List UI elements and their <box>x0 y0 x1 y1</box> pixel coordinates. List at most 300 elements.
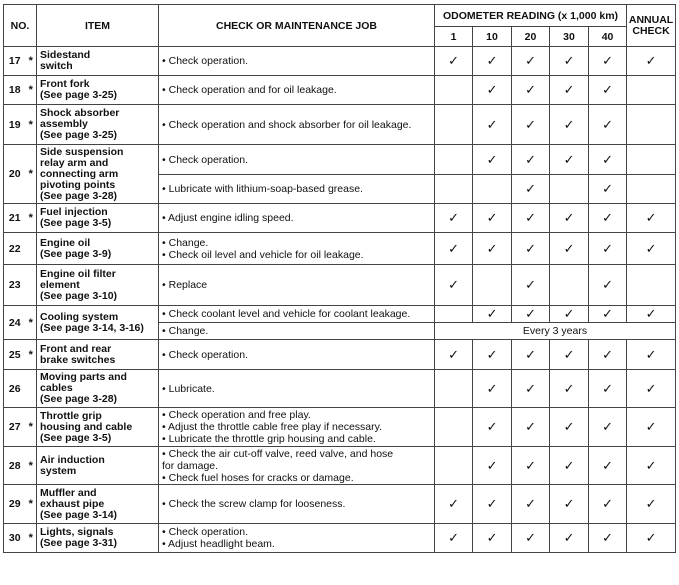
job-text-line: • Replace <box>162 279 208 291</box>
check-cell <box>512 340 550 370</box>
item-name-line: assembly <box>40 118 88 130</box>
row-number: 28 <box>4 447 26 485</box>
row-number: 24 <box>4 306 26 340</box>
item-name-line: Air induction <box>40 453 105 466</box>
item-name-line: Engine oil filter <box>40 267 116 280</box>
check-cell <box>589 204 627 233</box>
job-text-line: • Adjust engine idling speed. <box>162 212 294 224</box>
job-text <box>159 76 435 105</box>
item-name <box>37 76 159 105</box>
item-name-line: exhaust pipe <box>40 497 105 510</box>
check-cell <box>589 524 627 553</box>
item-name <box>37 47 159 76</box>
header-item: ITEM <box>37 5 159 47</box>
check-mark-icon: ✓ <box>602 151 613 167</box>
job-text <box>159 145 435 175</box>
check-cell <box>435 265 473 306</box>
check-cell <box>473 340 512 370</box>
check-cell <box>550 485 589 524</box>
check-mark-icon: ✓ <box>563 380 575 396</box>
check-cell <box>589 370 627 408</box>
check-cell <box>512 408 550 447</box>
star-marker <box>26 233 37 265</box>
check-cell <box>589 175 627 204</box>
check-mark-icon: ✓ <box>525 496 536 511</box>
check-mark-icon: ✓ <box>525 457 536 473</box>
job-text <box>159 233 435 265</box>
check-cell <box>627 105 676 145</box>
check-cell <box>550 233 589 265</box>
check-mark-icon: ✓ <box>486 419 498 434</box>
check-cell <box>435 447 473 485</box>
check-cell <box>550 175 589 204</box>
check-cell <box>473 47 512 76</box>
row-number: 27 <box>4 408 26 447</box>
item-name <box>37 145 159 204</box>
row-number: 25 <box>4 340 26 370</box>
check-mark-icon: ✓ <box>486 306 498 321</box>
check-mark-icon: ✓ <box>525 53 536 68</box>
star-marker: * <box>26 447 37 485</box>
job-text-line: • Lubricate with lithium-soap-based grease. <box>162 183 363 195</box>
check-mark-icon: ✓ <box>525 210 536 225</box>
item-name-line: Cooling system <box>40 310 119 323</box>
check-mark-icon: ✓ <box>602 457 613 473</box>
check-cell <box>435 76 473 105</box>
check-mark-icon: ✓ <box>602 210 613 225</box>
item-name <box>37 306 159 340</box>
check-mark-icon: ✓ <box>602 82 613 97</box>
check-mark-icon: ✓ <box>563 53 575 68</box>
check-mark-icon: ✓ <box>448 496 459 511</box>
check-cell <box>589 340 627 370</box>
check-cell <box>473 524 512 553</box>
table-row <box>4 340 676 370</box>
item-name-line: (See page 3-31) <box>40 537 118 549</box>
check-mark-icon: ✓ <box>486 240 498 256</box>
header-odo-20: 20 <box>512 27 550 47</box>
check-mark-icon: ✓ <box>645 419 657 434</box>
job-text <box>159 524 435 553</box>
job-text-line: • Change. <box>162 236 209 249</box>
check-cell <box>435 306 473 323</box>
check-mark-icon: ✓ <box>563 530 575 545</box>
check-cell <box>512 370 550 408</box>
item-name-line: cables <box>40 382 73 394</box>
check-cell <box>435 47 473 76</box>
item-name-line: (See page 3-25) <box>40 129 118 141</box>
check-mark-icon: ✓ <box>563 306 575 321</box>
check-mark-icon: ✓ <box>486 210 498 225</box>
job-text-line: • Check operation. <box>162 526 248 538</box>
check-cell <box>473 105 512 145</box>
check-mark-icon: ✓ <box>448 240 459 256</box>
check-cell <box>550 265 589 306</box>
table-row <box>4 524 676 553</box>
check-cell <box>435 105 473 145</box>
item-name-line: Sidestand <box>40 49 91 61</box>
job-text <box>159 408 435 447</box>
check-cell <box>473 204 512 233</box>
job-text <box>159 323 435 340</box>
job-text-line: • Check coolant level and vehicle for coolant leakage. <box>162 308 411 320</box>
job-text-line: • Lubricate. <box>162 382 215 395</box>
check-mark-icon: ✓ <box>645 306 657 321</box>
item-name-line: (See page 3-14, 3-16) <box>40 321 144 334</box>
job-text <box>159 485 435 524</box>
check-cell <box>512 47 550 76</box>
check-cell <box>550 47 589 76</box>
check-cell <box>627 233 676 265</box>
item-name <box>37 340 159 370</box>
check-mark-icon: ✓ <box>645 240 657 256</box>
item-name-line: Front and rear <box>40 342 112 355</box>
table-row <box>4 265 676 306</box>
item-name <box>37 447 159 485</box>
check-mark-icon: ✓ <box>486 457 498 473</box>
check-mark-icon: ✓ <box>602 53 613 68</box>
check-cell <box>512 105 550 145</box>
check-cell <box>512 524 550 553</box>
check-cell <box>627 306 676 323</box>
job-text-line: • Check operation and for oil leakage. <box>162 84 337 96</box>
job-text-line: • Adjust headlight beam. <box>162 538 275 550</box>
table-row <box>4 485 676 524</box>
job-text <box>159 105 435 145</box>
item-name-line: (See page 3-9) <box>40 247 112 260</box>
check-mark-icon: ✓ <box>448 277 459 292</box>
job-text-line: • Check fuel hoses for cracks or damage. <box>162 471 354 484</box>
table-row <box>4 408 676 447</box>
check-cell <box>473 175 512 204</box>
check-cell <box>627 204 676 233</box>
check-mark-icon: ✓ <box>563 151 575 167</box>
table-row <box>4 306 676 323</box>
check-cell <box>473 447 512 485</box>
header-odo-40: 40 <box>589 27 627 47</box>
check-cell <box>550 105 589 145</box>
check-cell <box>473 265 512 306</box>
item-name-line: (See page 3-28) <box>40 189 118 202</box>
item-name <box>37 408 159 447</box>
job-text-line: • Lubricate the throttle grip housing and cable. <box>162 433 376 445</box>
star-marker <box>26 265 37 306</box>
check-mark-icon: ✓ <box>602 240 613 256</box>
item-name-line: connecting arm <box>40 167 119 180</box>
check-cell <box>589 233 627 265</box>
check-cell <box>627 47 676 76</box>
job-text-line: • Check oil level and vehicle for oil leakage. <box>162 248 364 261</box>
check-mark-icon: ✓ <box>563 82 575 97</box>
header-odo-30: 30 <box>550 27 589 47</box>
job-text <box>159 175 435 204</box>
table-row <box>4 370 676 408</box>
check-mark-icon: ✓ <box>525 181 536 196</box>
star-marker: * <box>26 524 37 553</box>
check-cell <box>512 145 550 175</box>
check-cell <box>627 485 676 524</box>
check-mark-icon: ✓ <box>563 240 575 256</box>
star-marker: * <box>26 145 37 204</box>
job-text <box>159 370 435 408</box>
check-cell <box>473 370 512 408</box>
table-row <box>4 105 676 145</box>
check-cell <box>473 408 512 447</box>
check-cell <box>512 265 550 306</box>
item-name <box>37 204 159 233</box>
star-marker: * <box>26 105 37 145</box>
check-cell <box>550 76 589 105</box>
item-name-line: Fuel injection <box>40 206 108 218</box>
item-name-line: pivoting points <box>40 178 116 191</box>
item-name-line: Front fork <box>40 78 90 90</box>
check-mark-icon: ✓ <box>525 419 536 434</box>
check-cell <box>512 76 550 105</box>
check-cell <box>589 408 627 447</box>
item-name-line: Side suspension <box>40 145 124 158</box>
check-cell <box>550 204 589 233</box>
check-cell <box>435 408 473 447</box>
job-text-line: • Check operation. <box>162 348 248 361</box>
check-mark-icon: ✓ <box>645 346 657 362</box>
check-mark-icon: ✓ <box>525 277 536 292</box>
job-text-line: • Check operation. <box>162 55 248 67</box>
check-mark-icon: ✓ <box>563 457 575 473</box>
item-name <box>37 485 159 524</box>
item-name-line: (See page 3-5) <box>40 431 112 444</box>
check-cell <box>550 370 589 408</box>
row-number: 17 <box>4 47 26 76</box>
item-name-line: Moving parts and <box>40 371 127 383</box>
check-mark-icon: ✓ <box>525 530 536 545</box>
check-cell <box>512 485 550 524</box>
job-text-line: • Check operation. <box>162 153 248 166</box>
check-cell <box>512 175 550 204</box>
check-mark-icon: ✓ <box>602 181 613 196</box>
check-mark-icon: ✓ <box>486 116 498 132</box>
header-odo-1: 1 <box>435 27 473 47</box>
check-mark-icon: ✓ <box>448 346 459 362</box>
check-cell <box>550 408 589 447</box>
check-mark-icon: ✓ <box>563 346 575 362</box>
row-number: 19 <box>4 105 26 145</box>
check-mark-icon: ✓ <box>525 346 536 362</box>
check-mark-icon: ✓ <box>563 419 575 434</box>
check-cell <box>627 408 676 447</box>
check-cell <box>589 105 627 145</box>
row-number: 21 <box>4 204 26 233</box>
check-cell <box>589 306 627 323</box>
check-mark-icon: ✓ <box>525 380 536 396</box>
check-cell <box>473 145 512 175</box>
header-odo-10: 10 <box>473 27 512 47</box>
item-name-line: system <box>40 464 77 477</box>
check-mark-icon: ✓ <box>486 496 498 511</box>
check-cell <box>589 265 627 306</box>
check-cell <box>550 145 589 175</box>
item-name-line: Throttle grip <box>40 409 102 422</box>
check-cell <box>512 447 550 485</box>
table-row <box>4 76 676 105</box>
check-cell <box>627 447 676 485</box>
check-mark-icon: ✓ <box>645 530 657 545</box>
star-marker: * <box>26 340 37 370</box>
check-mark-icon: ✓ <box>645 496 657 511</box>
check-mark-icon: ✓ <box>645 380 657 396</box>
check-mark-icon: ✓ <box>486 151 498 167</box>
star-marker: * <box>26 204 37 233</box>
check-mark-icon: ✓ <box>602 496 613 511</box>
check-cell <box>473 306 512 323</box>
job-text-line: • Adjust the throttle cable free play if necessary. <box>162 421 383 433</box>
job-text-line: • Check the screw clamp for looseness. <box>162 498 346 510</box>
check-cell <box>589 447 627 485</box>
check-mark-icon: ✓ <box>602 346 613 362</box>
check-cell <box>512 233 550 265</box>
row-number: 29 <box>4 485 26 524</box>
check-mark-icon: ✓ <box>563 116 575 132</box>
item-name-line: element <box>40 278 80 291</box>
check-mark-icon: ✓ <box>602 116 613 132</box>
job-text-line: • Change. <box>162 325 209 337</box>
check-cell <box>435 233 473 265</box>
check-cell <box>550 340 589 370</box>
check-cell <box>627 76 676 105</box>
job-text <box>159 265 435 306</box>
check-cell <box>627 524 676 553</box>
check-cell <box>512 204 550 233</box>
check-mark-icon: ✓ <box>645 457 657 473</box>
check-mark-icon: ✓ <box>525 116 536 132</box>
check-mark-icon: ✓ <box>602 380 613 396</box>
check-cell <box>435 524 473 553</box>
header-odometer: ODOMETER READING (x 1,000 km) <box>435 5 627 27</box>
check-cell <box>550 447 589 485</box>
check-mark-icon: ✓ <box>486 53 498 68</box>
table-body <box>4 47 676 553</box>
check-cell <box>550 524 589 553</box>
star-marker: * <box>26 76 37 105</box>
check-cell <box>627 340 676 370</box>
star-marker <box>26 370 37 408</box>
check-cell <box>627 175 676 204</box>
item-name-line: (See page 3-10) <box>40 289 118 302</box>
item-name <box>37 105 159 145</box>
check-mark-icon: ✓ <box>645 53 657 68</box>
check-cell <box>435 175 473 204</box>
check-mark-icon: ✓ <box>486 380 498 396</box>
item-name <box>37 524 159 553</box>
check-cell <box>435 145 473 175</box>
table-row <box>4 447 676 485</box>
check-mark-icon: ✓ <box>486 82 498 97</box>
header-annual: ANNUAL CHECK <box>627 5 676 47</box>
check-cell <box>589 47 627 76</box>
check-cell <box>627 370 676 408</box>
star-marker: * <box>26 408 37 447</box>
check-cell <box>435 204 473 233</box>
table-row <box>4 233 676 265</box>
item-name <box>37 265 159 306</box>
table-row <box>4 204 676 233</box>
check-mark-icon: ✓ <box>645 210 657 225</box>
check-mark-icon: ✓ <box>563 496 575 511</box>
item-name-line: Muffler and <box>40 486 97 499</box>
row-number: 18 <box>4 76 26 105</box>
item-name-line: (See page 3-5) <box>40 217 112 229</box>
check-cell <box>627 145 676 175</box>
check-mark-icon: ✓ <box>525 82 536 97</box>
check-cell <box>435 370 473 408</box>
maintenance-table <box>3 4 676 553</box>
check-cell <box>512 306 550 323</box>
star-marker: * <box>26 47 37 76</box>
job-text <box>159 447 435 485</box>
row-number: 22 <box>4 233 26 265</box>
check-mark-icon: ✓ <box>448 210 459 225</box>
job-text <box>159 306 435 323</box>
job-text <box>159 204 435 233</box>
every-3-years-cell: Every 3 years <box>435 323 676 340</box>
check-mark-icon: ✓ <box>525 151 536 167</box>
check-mark-icon: ✓ <box>602 419 613 434</box>
item-name <box>37 370 159 408</box>
check-mark-icon: ✓ <box>563 210 575 225</box>
check-mark-icon: ✓ <box>448 53 459 68</box>
item-name-line: Engine oil <box>40 236 91 249</box>
check-cell <box>473 485 512 524</box>
row-number: 26 <box>4 370 26 408</box>
item-name-line: (See page 3-25) <box>40 89 118 101</box>
table-row <box>4 47 676 76</box>
check-mark-icon: ✓ <box>448 530 459 545</box>
check-cell <box>589 145 627 175</box>
item-name-line: Shock absorber <box>40 107 120 119</box>
table-row <box>4 145 676 175</box>
row-number: 23 <box>4 265 26 306</box>
star-marker: * <box>26 485 37 524</box>
item-name-line: relay arm and <box>40 156 109 169</box>
job-text-line: • Check the air cut-off valve, reed valve, and hose <box>162 447 394 460</box>
table-header <box>4 5 676 47</box>
header-no: NO. <box>4 5 37 47</box>
job-text <box>159 47 435 76</box>
job-text-line: for damage. <box>162 459 219 472</box>
check-cell <box>435 340 473 370</box>
job-text-line: • Check operation and free play. <box>162 409 311 421</box>
check-cell <box>589 485 627 524</box>
check-cell <box>473 76 512 105</box>
item-name-line: (See page 3-28) <box>40 393 118 405</box>
job-text <box>159 340 435 370</box>
job-text-line: • Check operation and shock absorber for oil leakage. <box>162 118 412 131</box>
row-number: 20 <box>4 145 26 204</box>
check-cell <box>473 233 512 265</box>
item-name-line: housing and cable <box>40 420 133 433</box>
check-mark-icon: ✓ <box>525 306 536 321</box>
check-mark-icon: ✓ <box>602 530 613 545</box>
item-name <box>37 233 159 265</box>
item-name-line: brake switches <box>40 353 116 366</box>
check-cell <box>550 306 589 323</box>
star-marker: * <box>26 306 37 340</box>
item-name-line: (See page 3-14) <box>40 508 118 521</box>
check-cell <box>627 265 676 306</box>
check-cell <box>589 76 627 105</box>
check-cell <box>435 485 473 524</box>
check-mark-icon: ✓ <box>602 306 613 321</box>
check-mark-icon: ✓ <box>486 346 498 362</box>
